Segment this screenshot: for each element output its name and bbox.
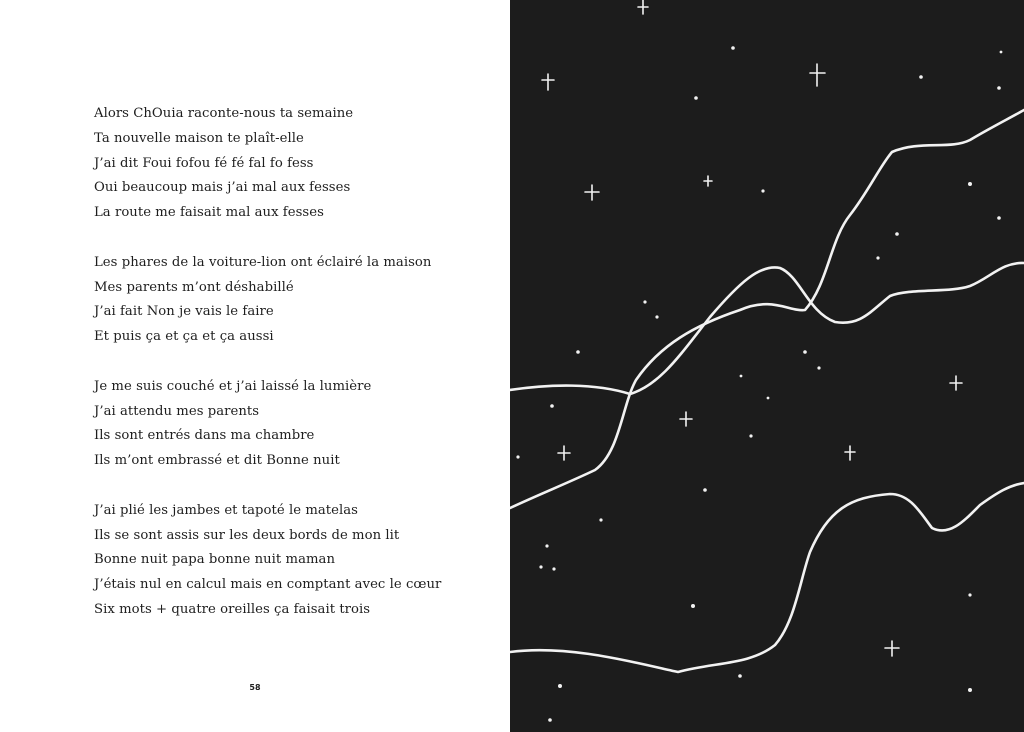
star-dot	[548, 718, 552, 722]
star-dot	[703, 488, 707, 492]
poem	[94, 104, 494, 650]
poem-line: Oui beaucoup mais j’ai mal aux fesses	[94, 180, 351, 196]
star-dot	[997, 216, 1001, 220]
night-sky-drawing	[510, 0, 1024, 732]
star-dot	[731, 46, 735, 50]
star-dot	[919, 75, 923, 79]
page-number: 58	[249, 683, 261, 692]
star-dot	[691, 604, 695, 608]
poem-line: Alors ChOuia raconte-nous ta semaine	[94, 106, 354, 121]
poem-line: Ils m’ont embrassé et dit Bonne nuit	[94, 453, 340, 469]
star-dot	[968, 182, 972, 186]
star-dot	[539, 565, 542, 568]
star-dot	[895, 232, 899, 236]
star-dot	[738, 674, 742, 678]
star-dot	[968, 593, 971, 596]
star-dot	[516, 455, 519, 458]
star-dot	[803, 350, 807, 354]
star-dot	[876, 256, 879, 259]
text-page	[0, 0, 510, 732]
star-dot	[761, 189, 764, 192]
poem-line: Six mots + quatre oreilles ça faisait trois	[94, 601, 371, 617]
star-dot	[749, 434, 752, 437]
star-dot	[599, 518, 602, 521]
star-dot	[576, 350, 580, 354]
star-dot	[767, 397, 770, 400]
star-dot	[545, 544, 548, 547]
poem-line: Ta nouvelle maison te plaît-elle	[94, 130, 304, 146]
poem-line: Mes parents m’ont déshabillé	[94, 279, 294, 295]
star-dot	[817, 366, 820, 369]
poem-line: Je me suis couché et j’ai laissé la lumière	[94, 378, 372, 394]
poem-line: J’ai plié les jambes et tapoté le matelas	[94, 502, 358, 518]
poem-line: Ils se sont assis sur les deux bords de mon lit	[94, 527, 400, 543]
poem-line: La route me faisait mal aux fesses	[94, 205, 324, 221]
poem-line: Ils sont entrés dans ma chambre	[94, 428, 315, 444]
star-dot	[558, 684, 562, 688]
star-dot	[655, 315, 658, 318]
night-sky-illustration	[510, 0, 1024, 732]
poem-line: J’ai dit Foui fofou fé fé fal fo fess	[94, 155, 314, 171]
star-dot	[694, 96, 698, 100]
poem-line: J’étais nul en calcul mais en comptant avec le cœur	[94, 577, 442, 593]
star-dot	[997, 86, 1001, 90]
stanza-4	[94, 501, 494, 625]
star-dot	[1000, 51, 1003, 54]
star-dot	[550, 404, 554, 408]
poem-line: Bonne nuit papa bonne nuit maman	[94, 552, 335, 568]
stanza-3	[94, 377, 494, 476]
star-dot	[968, 688, 972, 692]
poem-line: J’ai attendu mes parents	[94, 403, 260, 419]
star-dot	[643, 300, 646, 303]
poem-line: Les phares de la voiture-lion ont éclairé la maison	[94, 254, 432, 270]
stanza-2	[94, 253, 494, 352]
poem-line: J’ai fait Non je vais le faire	[94, 304, 274, 320]
sky-background	[510, 0, 1024, 732]
star-dot	[552, 567, 555, 570]
poem-line: Et puis ça et ça et ça aussi	[94, 329, 274, 345]
stanza-1	[94, 104, 494, 228]
star-dot	[740, 375, 743, 378]
